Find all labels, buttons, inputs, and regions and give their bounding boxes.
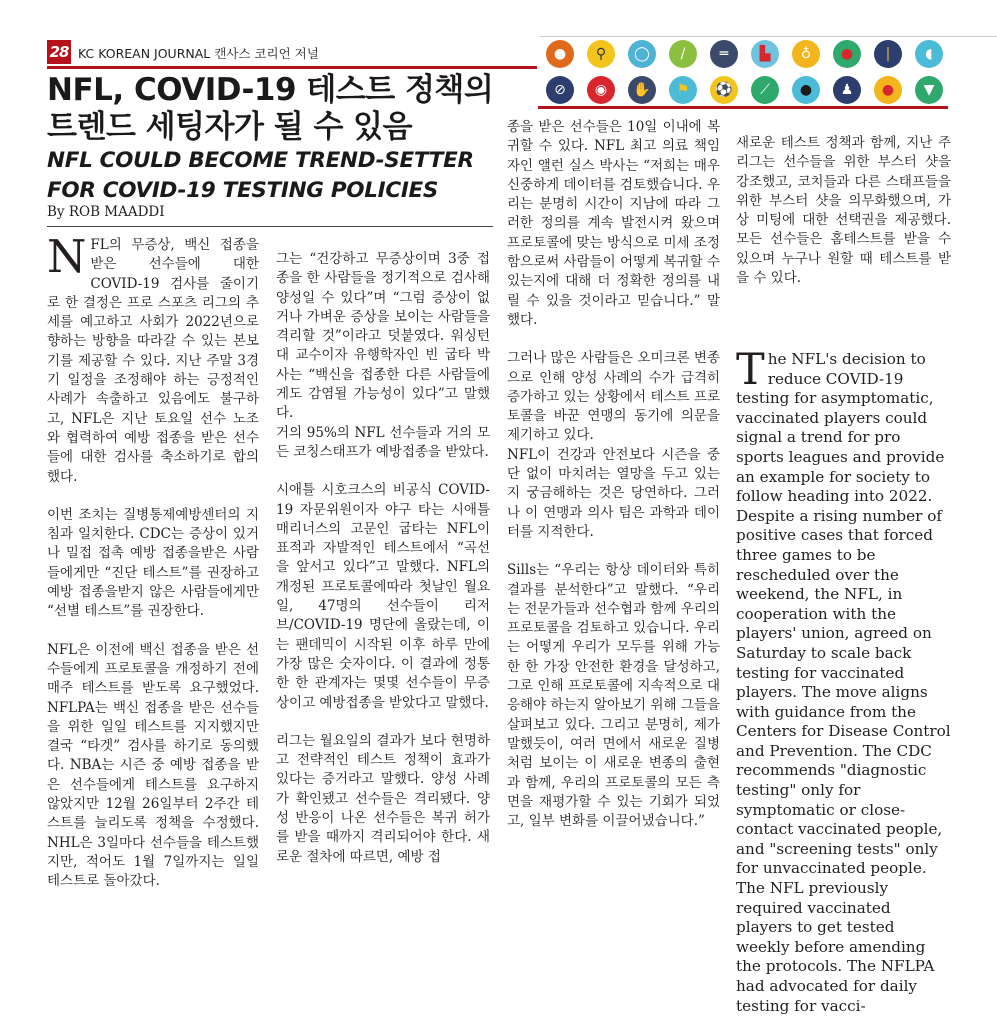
- header-rule: [47, 66, 537, 69]
- drop-cap: N: [47, 230, 87, 283]
- bowling-ball-icon: ●: [792, 76, 820, 104]
- soccer-ball-icon: ⚽: [710, 76, 738, 104]
- headline-korean: [47, 72, 517, 146]
- paragraph: 시애틀 시호크스의 비공식 COVID-19 자문위원이자 야구 타는 시애틀 매리너스의 고문인 굽타는 NFL이 표적과 자발적인 테스트에서 “곡선을 앞서고 있다”고 말했다. NFL의 개정된 프로토콜에따라 첫날인 월요일, 47명의 선수들이 리저브/COVID-19 명단에 올랐는데, 이는 팬데믹이 시작된 이후 하루 만에 가장 많은 숫자이다. 이 결과에 정통한 한 관계자는 몇몇 선수들이 무증상이고 예방접종을 받았다고 말했다.: [276, 482, 490, 711]
- tennis-racket-icon: ♁: [792, 40, 820, 68]
- cricket-icon: /: [669, 40, 697, 68]
- bat-icon: |: [874, 40, 902, 68]
- byline: By ROB MAADDI: [47, 204, 165, 220]
- paragraph: 리그는 월요일의 결과가 보다 현명하고 전략적인 테스트 정책이 효과가 있다는 증거라고 말했다. 양성 사례가 확인됐고 선수들은 격리됐다. 양성 반응이 나온 선수들은 복귀 허가를 받을 때까지 격리되어야 한다. 새로운 절차에 따르면, 예방 접: [276, 732, 490, 865]
- paragraph: 거의 95%의 NFL 선수들과 거의 모든 코칭스태프가 예방접종을 받았다.: [276, 424, 490, 460]
- article-column-4: [736, 134, 951, 307]
- headline-english: [47, 146, 517, 206]
- paragraph: NFL이 건강과 안전보다 시즌을 중단 없이 마치려는 열망을 두고 있는지 궁금해하는 것은 당연하다. 그러나 이 연맹과 의사 팀은 과학과 데이터를 지적한다.: [507, 446, 720, 540]
- boxing-glove-icon: ●: [833, 40, 861, 68]
- football-icon: ◉: [587, 76, 615, 104]
- paragraph: Sills는 “우리는 항상 데이터와 특히 결과를 분석한다”고 말했다. “우리는 전문가들과 선수협과 함께 우리의 프로토콜을 검토하고 있습니다. 우리는 어떻게 우리가 모두를 위해 가능한 한 가장 안전한 환경을 달성하고, 그로 인해 프로토콜에 지속적으로 대응해야 하는지 알아보기 위해 그들을 살펴보고 있다. 그리고 분명히, 제가 말했듯이, 여러 면에서 새로운 질병처럼 보이는 이 새로운 변종의 출현과 함께, 우리의 프로토콜의 모든 측면을 재평가할 수 있는 기회가 되었고, 일부 변화를 이끌어냈습니다.”: [507, 562, 720, 830]
- paragraph: 그는 “건강하고 무증상이며 3중 접종을 한 사람들을 정기적으로 검사해 양성일 수 있다”며 “그럼 증상이 없거나 가벼운 증상을 보이는 사람들을 격리할 것”이라고 덧붙였다. 워싱턴대 교수이자 유행학자인 빈 굽타 박사는 “백신을 접종한 다른 사람들에게도 감염될 가능성이 있다”고 말했다.: [276, 251, 490, 422]
- article-column-1: [47, 230, 259, 911]
- sports-icon-panel: [538, 38, 948, 109]
- hockey-icon: ⟋: [751, 76, 779, 104]
- paragraph: Despite a rising number of positive cases that forced three games to be rescheduled over the weekend, the NFL, in cooperation with the players' union, agreed on Saturday to scale back testing for vaccinated players. The move aligns with guidance from the Centers for Disease Control and Prevention. The CDC recommends "diagnostic testing" only for symptomatic or close-contact vaccinated people, and "screening tests" only for unvaccinated people.: [736, 506, 951, 878]
- rugby-ball-icon: ◖: [915, 40, 943, 68]
- paragraph-text: FL의 무증상, 백신 접종을 받은 선수들에 대한 COVID-19 검사를 줄이기로 한 결정은 프로 스포츠 리그의 추세를 예고하고 사회가 2022년으로 향하는 방향을 따라갈 수 있는 본보기를 제공할 수 있다. 지난 주말 3경기 일정을 조정해야 하는 긍정적인 사례가 속출하고 있음에도 불구하고, NFL은 지난 토요일 선수 노조와 협력하여 예방 접종을 받은 선수들에 대한 검사를 축소하기로 합의했다.: [47, 237, 259, 485]
- paragraph: NFL은 이전에 백신 접종을 받은 선수들에게 프로토콜을 개정하기 전에 매주 테스트를 받도록 요구했었다. NFLPA는 백신 접종을 받은 선수들을 위한 일일 테스트를 지지했지만 결국 “타겟” 검사를 하기로 동의했다. NBA는 시즌 중 예방 접종을 받은 선수들에게 테스트를 요구하지 않았지만 12월 26일부터 2주간 테스트를 늘리도록 정책을 수정했다. NHL은 3일마다 선수들을 테스트했지만, 적어도 1월 7일까지는 일일 테스트로 돌아갔다.: [47, 641, 259, 890]
- headline-korean-line2: 트렌드 세팅자가 될 수 있음: [47, 109, 413, 145]
- page-number: 28: [47, 40, 71, 64]
- headline-korean-line1: NFL, COVID-19 테스트 정책의: [47, 72, 494, 108]
- baseball-icon: ◯: [628, 40, 656, 68]
- paragraph: [736, 345, 951, 507]
- drop-cap: T: [736, 345, 765, 395]
- journal-name: KC KOREAN JOURNAL 캔사스 코리언 저널: [78, 46, 319, 61]
- byline-rule: [47, 226, 493, 227]
- english-summary: [736, 345, 951, 1016]
- paragraph: [47, 230, 259, 487]
- article-column-3: [507, 118, 720, 850]
- dumbbell-icon: ═: [710, 40, 738, 68]
- headline-english-line2: FOR COVID-19 TESTING POLICIES: [47, 178, 439, 203]
- header-thin-rule: [540, 36, 997, 37]
- skate-icon: ▙: [751, 40, 779, 68]
- table-tennis-icon: ●: [874, 76, 902, 104]
- paragraph: 이번 조치는 질병통제예방센터의 지침과 일치한다. CDC는 증상이 있거나 밀접 접촉 예방 접종을받은 사람들에게만 “진단 테스트”를 권장하고 예방 접종을받지 않은 사람들에게만 “선별 테스트”를 권장한다.: [47, 506, 259, 620]
- golf-icon: ⚑: [669, 76, 697, 104]
- racquet-icon: ⊘: [546, 76, 574, 104]
- baseball-glove-icon: ✋: [628, 76, 656, 104]
- kettlebell-icon: ⚲: [587, 40, 615, 68]
- basketball-icon: ●: [546, 40, 574, 68]
- bowling-pin-icon: ♟: [833, 76, 861, 104]
- paragraph-text: he NFL's decision to reduce COVID-19 testing for asymptomatic, vaccinated players could signal a trend for pro sports leagues and provide an example for society to follow heading into 2022.: [736, 350, 945, 506]
- paragraph: The NFL previously required vaccinated players to get tested weekly before amending the protocols. The NFLPA had advocated for daily testing for vacci-: [736, 879, 935, 1015]
- paragraph: 그러나 많은 사람들은 오미크론 변종으로 인해 양성 사례의 수가 급격히 증가하고 있는 상황에서 테스트 프로토콜을 바꾼 연맹의 동기에 의문을 제기하고 있다.: [507, 350, 720, 444]
- paragraph: 종을 받은 선수들은 10일 이내에 복귀할 수 있다. NFL 최고 의료 책임자인 앨런 실스 박사는 “저희는 매우 신중하게 데이터를 검토했습니다. 우리는 분명히 시간이 지남에 따라 그러한 정의를 계속 발전시켜 왔으며 프로토콜에 맞는 방식으로 미세 조정함으로써 사람들이 어떻게 복귀할 수 있는지에 대해 더 정확한 정의를 내릴 수 있을 것이라고 믿습니다.” 말했다.: [507, 119, 720, 328]
- headline-english-line1: NFL COULD BECOME TREND-SETTER: [47, 148, 474, 173]
- article-column-2: [276, 250, 490, 886]
- shuttlecock-icon: ▼: [915, 76, 943, 104]
- paragraph: 새로운 테스트 정책과 함께, 지난 주 리그는 선수들을 위한 부스터 샷을 강조했고, 코치들과 다른 스태프들을 위한 부스터 샷을 의무화했으며, 가상 미팅에 대한 선택권을 제공했다. 모든 선수들은 홈테스트를 받을 수 있으며 누구나 원할 때 테스트를 받을 수 있다.: [736, 135, 951, 287]
